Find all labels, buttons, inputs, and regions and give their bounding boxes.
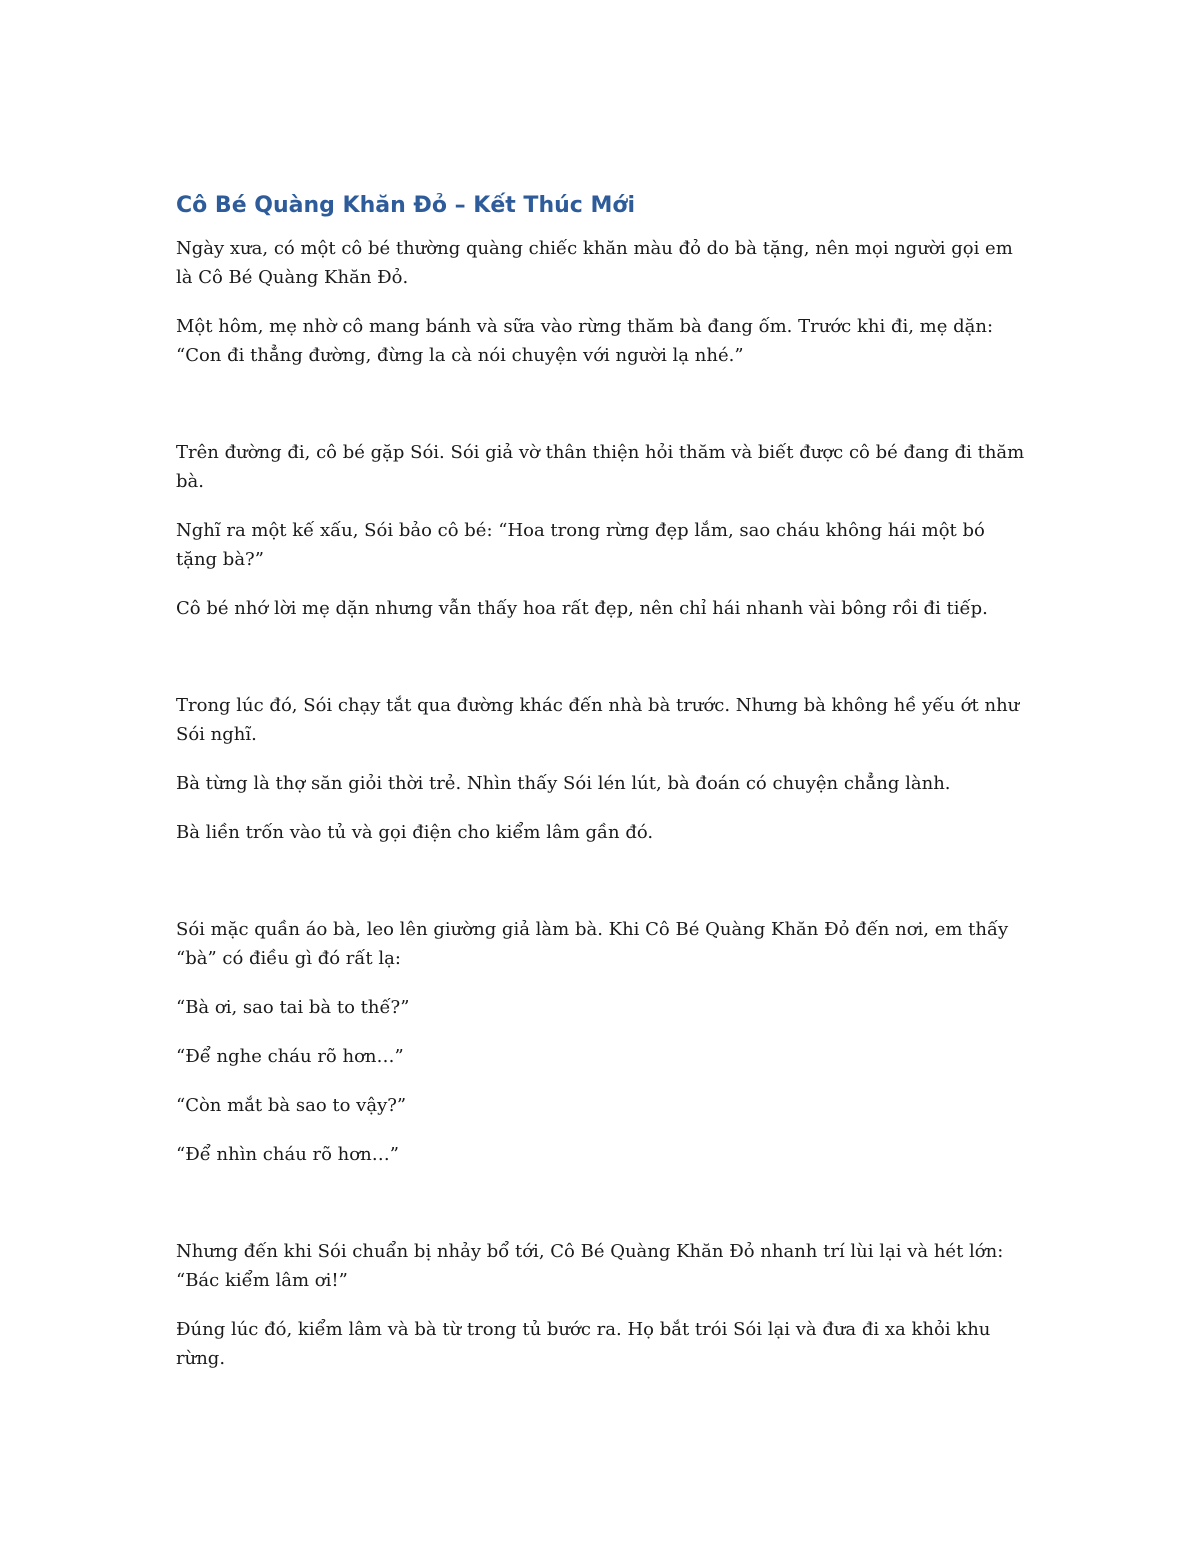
paragraph: Trong lúc đó, Sói chạy tắt qua đường khác đến nhà bà trước. Nhưng bà không hề yếu ớt như Sói nghĩ. — [176, 695, 1020, 745]
paragraph: Nghĩ ra một kế xấu, Sói bảo cô bé: “Hoa trong rừng đẹp lắm, sao cháu không hái một bó tặng bà?” — [176, 520, 985, 570]
paragraph: Sói mặc quần áo bà, leo lên giường giả làm bà. Khi Cô Bé Quàng Khăn Đỏ đến nơi, em thấy “bà” có điều gì đó rất lạ: — [176, 919, 1009, 969]
paragraph-spacer — [176, 1189, 1026, 1237]
paragraph: Đúng lúc đó, kiểm lâm và bà từ trong tủ bước ra. Họ bắt trói Sói lại và đưa đi xa khỏi khu rừng. — [176, 1319, 991, 1369]
dialogue-line: “Bà ơi, sao tai bà to thế?” — [176, 997, 410, 1018]
dialogue-line: “Để nhìn cháu rõ hơn…” — [176, 1144, 399, 1165]
paragraph: Bà liền trốn vào tủ và gọi điện cho kiểm lâm gần đó. — [176, 822, 654, 843]
document-body — [176, 186, 1026, 1393]
paragraph: Cô bé nhớ lời mẹ dặn nhưng vẫn thấy hoa rất đẹp, nên chỉ hái nhanh vài bông rồi đi tiếp. — [176, 598, 988, 619]
document-title: Cô Bé Quàng Khăn Đỏ – Kết Thúc Mới — [176, 193, 636, 218]
paragraph: Trên đường đi, cô bé gặp Sói. Sói giả vờ thân thiện hỏi thăm và biết được cô bé đang đi thăm bà. — [176, 442, 1025, 492]
dialogue-line: “Còn mắt bà sao to vậy?” — [176, 1095, 407, 1116]
paragraph: Nhưng đến khi Sói chuẩn bị nhảy bổ tới, Cô Bé Quàng Khăn Đỏ nhanh trí lùi lại và hét lớn: “Bác kiểm lâm ơi!” — [176, 1241, 1004, 1291]
paragraph: Bà từng là thợ săn giỏi thời trẻ. Nhìn thấy Sói lén lút, bà đoán có chuyện chẳng lành. — [176, 773, 951, 794]
paragraph-spacer — [176, 867, 1026, 915]
paragraph: Một hôm, mẹ nhờ cô mang bánh và sữa vào rừng thăm bà đang ốm. Trước khi đi, mẹ dặn: “Con đi thẳng đường, đừng la cà nói chuyện với người lạ nhé.” — [176, 316, 994, 366]
dialogue-line: “Để nghe cháu rõ hơn…” — [176, 1046, 404, 1067]
paragraph: Ngày xưa, có một cô bé thường quàng chiếc khăn màu đỏ do bà tặng, nên mọi người gọi em là Cô Bé Quàng Khăn Đỏ. — [176, 238, 1013, 288]
paragraph-spacer — [176, 643, 1026, 691]
paragraph-spacer — [176, 390, 1026, 438]
